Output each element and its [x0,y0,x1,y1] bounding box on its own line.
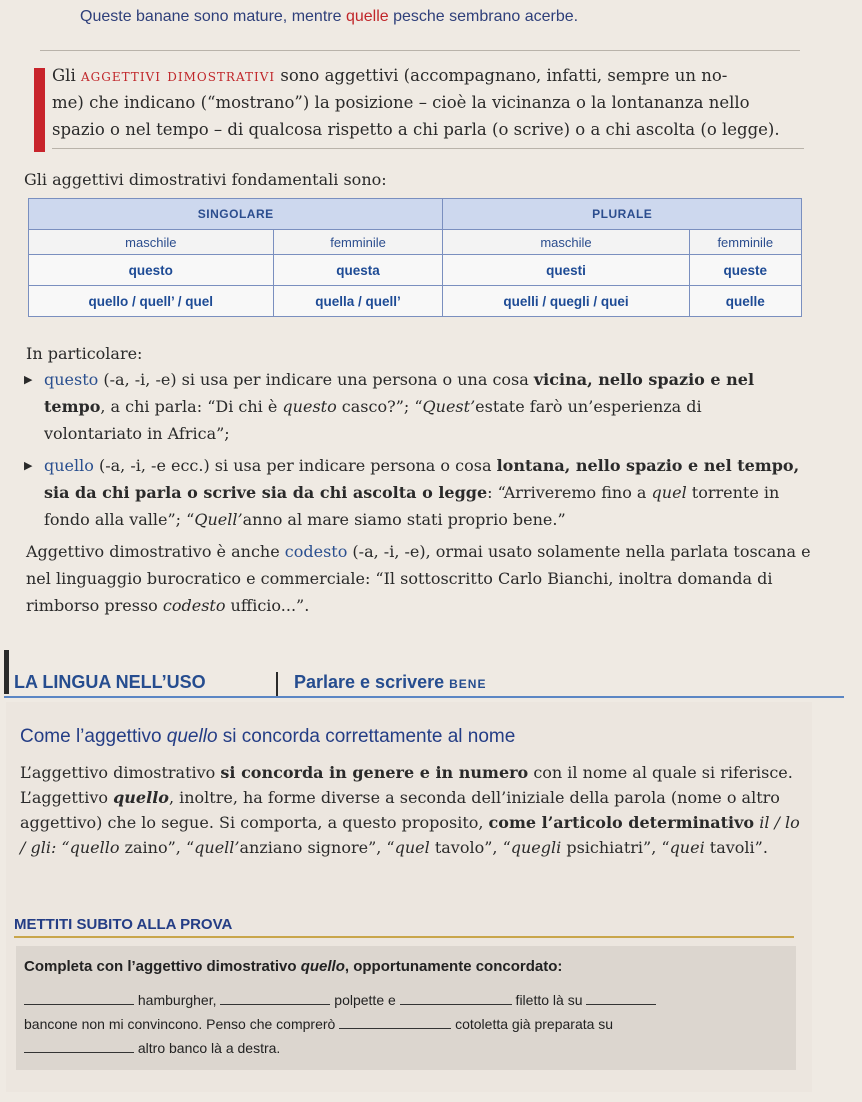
example: quel [651,483,687,502]
text: con il nome al quale si riferisce. L’aggettivo [20,763,793,807]
exercise-line [24,990,784,1008]
text: tavolo”, “ [429,838,511,857]
demonstratives-table [28,198,802,317]
forms: (-a, -i, -e ecc.) si usa per indicare persona o cosa [93,456,497,475]
bullet-arrow-icon: ▶ [24,459,33,472]
subheader: femminile [689,230,802,255]
term: questo [44,370,99,389]
def-line3: spazio o nel tempo – di qualcosa rispetto a chi parla (o scrive) o a chi ascolta (o legge). [52,120,780,139]
banner-bar [4,650,9,694]
text: polpette e [330,992,400,1008]
example: quegli [510,838,562,857]
term: codesto [284,542,348,561]
text: casco?”; “ [336,397,423,416]
blank-input[interactable] [24,990,134,1005]
bold-text: si concorda in genere e in numero [220,763,529,782]
table-cell: quello / quell’ / quel [29,286,274,317]
text: , inoltre, ha forme diverse a seconda dell’iniziale della parola (nome o altro aggettivo) che lo segue. Si comporta, a questo proposito, [20,788,780,832]
definition-box [34,60,804,152]
text: L’aggettivo dimostrativo [20,763,221,782]
example: codesto [162,596,226,615]
blank-input[interactable] [586,990,656,1005]
text: bancone non mi convincono. Penso che comprerò [24,1016,340,1032]
forms: (-a, -i, -e) [347,542,426,561]
subheader: maschile [443,230,689,255]
example: quello [300,958,345,975]
table-row [29,255,802,286]
red-side-bar [34,68,45,152]
blank-input[interactable] [400,990,512,1005]
banner-separator [276,672,278,696]
intro-highlight: quelle [345,8,389,25]
text: zaino”, “ [119,838,195,857]
header-singolare: SINGOLARE [29,199,443,230]
table-cell: quelli / quegli / quei [443,286,689,317]
blank-input[interactable] [220,990,330,1005]
exercise-box [16,946,796,1070]
text: : “Arriveremo fino a [487,483,652,502]
example: quell’ [194,838,240,857]
bold-text: vicina, nello spazio e nel tempo [44,370,755,416]
section-banner [4,672,844,698]
banner-subtitle [294,672,486,693]
codesto-paragraph [26,538,816,619]
divider [52,148,804,149]
table-row [29,286,802,317]
header-plurale: PLURALE [443,199,802,230]
intro-pre: Queste banane sono mature, mentre [80,8,346,25]
banner-subtitle-small: BENE [449,677,487,691]
table-cell: questi [443,255,689,286]
example: Quest’ [422,397,476,416]
intro-sentence [80,8,780,26]
bullet-arrow-icon: ▶ [24,373,33,386]
table-intro: Gli aggettivi dimostrativi fondamentali sono: [24,170,387,189]
example: questo [282,397,337,416]
exercise-line [24,1014,784,1032]
text: filetto là su [511,992,587,1008]
text: , a chi parla: “Di chi è [100,397,283,416]
example: quel [394,838,430,857]
example: quello [166,726,218,747]
test-title: METTITI SUBITO ALLA PROVA [14,916,233,933]
text: hamburgher, [134,992,221,1008]
text: ufficio...”. [225,596,310,615]
forms: (-a, -i, -e) si usa per indicare una persona o una cosa [98,370,534,389]
bold-text: lontana, nello spazio e nel tempo, sia da chi parla o scrive sia da chi ascolta o legge [44,456,800,502]
text: Aggettivo dimostrativo è anche [26,542,285,561]
text: Completa con l’aggettivo dimostrativo [24,958,301,975]
usage-title [20,726,515,748]
exercise-instruction [24,958,562,975]
subheader: maschile [29,230,274,255]
text: Come l’aggettivo [20,726,167,747]
blank-input[interactable] [24,1038,134,1053]
test-rule [14,936,794,938]
table-cell: questa [273,255,443,286]
blank-input[interactable] [339,1014,451,1029]
text: tavoli”. [704,838,768,857]
banner-rule [4,696,844,698]
example: quello [69,838,120,857]
table-cell: quelle [689,286,802,317]
banner-subtitle-main: Parlare e scrivere [294,672,450,692]
text: torrente in fondo alla valle”; “ [44,483,780,529]
definition-text [52,62,802,143]
term: quello [44,456,94,475]
particolare-heading: In particolare: [26,344,143,363]
text: cotoletta già preparata su [451,1016,614,1032]
bullet-questo [24,366,804,447]
text: altro banco là a destra. [134,1040,281,1056]
text: si concorda correttamente al nome [217,726,516,747]
text: , ormai usato solamente nella parlata toscana e nel linguaggio burocratico e commerciale: “Il sottoscritto Carlo Bianchi, inoltra domanda di rimborso presso [26,542,811,615]
def-line1: sono aggettivi (accompagnano, infatti, sempre un no- [275,66,728,85]
def-line2: me) che indicano (“mostrano”) la posizione – cioè la vicinanza o la lontananza nello [52,93,750,112]
table-cell: quella / quell’ [273,286,443,317]
table-cell: questo [29,255,274,286]
bold-example: quello [113,788,169,807]
def-lead: Gli [52,66,81,85]
text: anziano signore”, “ [239,838,395,857]
bullet-quello [24,452,804,533]
subheader: femminile [273,230,443,255]
text: anno al mare siamo stati proprio bene.” [242,510,566,529]
usage-text [20,760,800,860]
example: quei [669,838,705,857]
text: il / lo / gli: “ [20,813,800,857]
banner-title: LA LINGUA NELL’USO [14,672,206,692]
text: estate farò un’esperienza di volontariato in Africa”; [44,397,702,443]
example: Quell’ [194,510,243,529]
usage-box [6,702,812,1092]
bold-text: come l’articolo determinativo [488,813,755,832]
intro-post: pesche sembrano acerbe. [388,8,579,25]
divider [40,50,800,51]
text: psichiatri”, “ [561,838,670,857]
text: , opportunamente concordato: [344,958,563,975]
table-cell: queste [689,255,802,286]
def-term: aggettivi dimostrativi [80,66,276,85]
exercise-line [24,1038,784,1056]
